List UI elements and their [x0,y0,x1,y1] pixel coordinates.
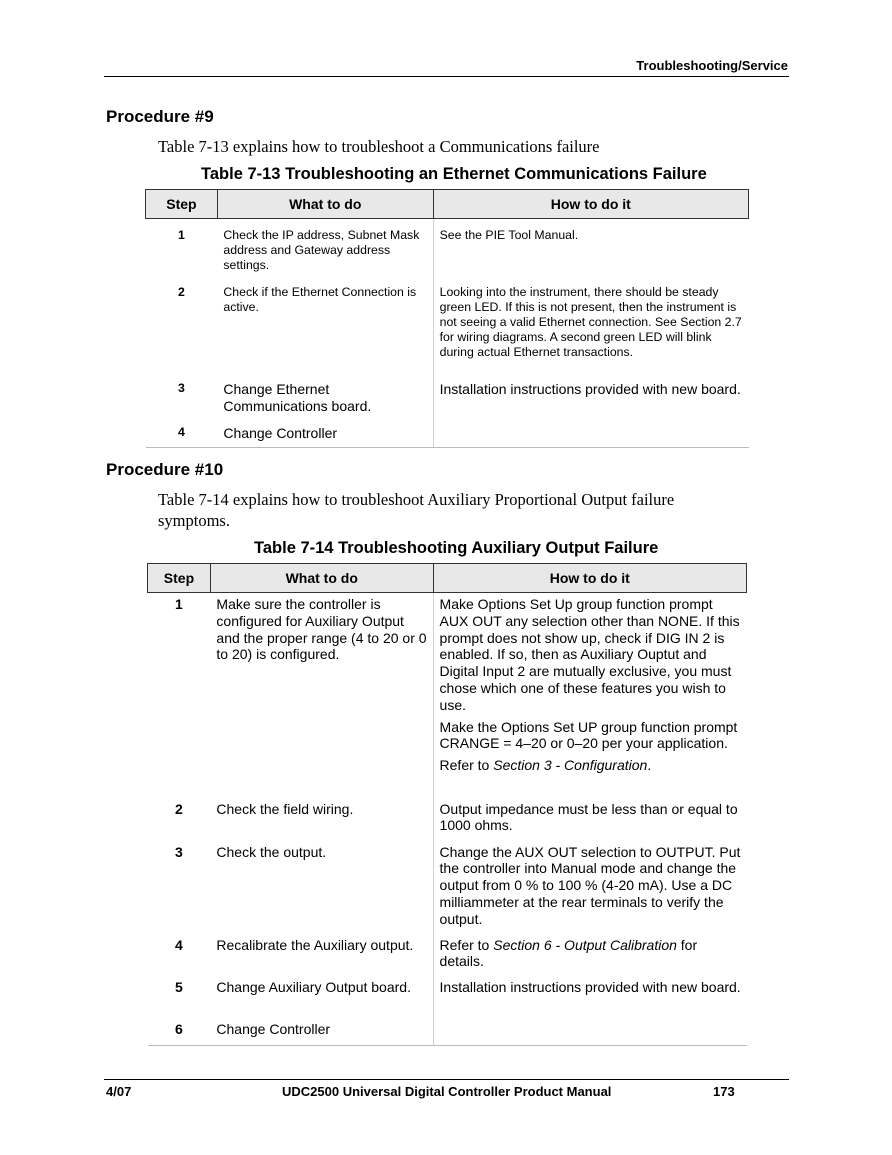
how-to-do-it: Change the AUX OUT selection to OUTPUT. Put the controller into Manual mode and change the output from 0 % to 100 % (4-20 mA). Use a DC milliammeter at the rear terminals to verify the output. [433,841,746,934]
step-number: 6 [148,1018,211,1046]
how-to-do-it [433,422,748,448]
column-header-what: What to do [210,564,433,593]
refer-suffix: . [647,757,652,774]
what-to-do: Change Auxiliary Output board. [216,978,411,995]
what-to-do: Change Controller [210,1018,433,1046]
how-to-do-it: See the PIE Tool Manual. [433,219,748,276]
column-header-step: Step [146,190,218,219]
step-number: 3 [175,843,183,860]
step-number: 4 [175,936,183,953]
page-number: 173 [713,1084,735,1099]
section-reference: Section 6 - Output Calibration [493,936,677,953]
how-to-do-it: Output impedance must be less than or equal to 1000 ohms. [433,798,746,841]
refer-suffix: for details. [439,936,698,970]
table-header-row [148,564,747,593]
procedure-10-intro: Table 7-14 explains how to troubleshoot Auxiliary Proportional Output failure symptoms. [158,490,675,530]
table-row [148,593,747,798]
column-header-step: Step [148,564,211,593]
table-row [148,1018,747,1046]
table-row [146,219,749,276]
table-7-13-caption: Table 7-13 Troubleshooting an Ethernet Communications Failure [201,165,707,183]
table-header-row [146,190,749,219]
column-header-what: What to do [217,190,433,219]
how-to-do-it: Looking into the instrument, there should be steady green LED. If this is not present, then the instrument is not seeing a valid Ethernet connection. See Section 2.7 for wiring diagrams. A second green LED will blink during actual Ethernet transactions. [433,276,748,378]
table-7-13 [145,189,749,448]
footer-title: UDC2500 Universal Digital Controller Product Manual [282,1084,612,1099]
what-to-do: Check if the Ethernet Connection is active. [223,284,417,314]
what-to-do: Check the field wiring. [216,800,354,817]
how-to-do-it: Installation instructions provided with new board. [433,378,748,422]
what-to-do: Check the IP address, Subnet Mask address and Gateway address settings. [223,228,420,272]
table-row [146,378,749,422]
step-number: 1 [175,596,183,612]
step-number: 1 [178,228,185,242]
table-7-14-caption: Table 7-14 Troubleshooting Auxiliary Output Failure [254,539,659,557]
how-to-do-it [433,1018,746,1046]
table-row [148,798,747,841]
table-row [148,841,747,934]
how-paragraph: Make the Options Set UP group function prompt CRANGE = 4–20 or 0–20 per your application. [439,718,738,752]
what-to-do: Check the output. [216,843,327,860]
table-row [148,976,747,1018]
header-rule [104,76,789,77]
step-number: 5 [175,978,183,995]
how-to-do-it [433,593,746,798]
what-to-do: Change Ethernet Communications board. [223,380,372,414]
how-paragraph [440,757,742,774]
procedure-10-title: Procedure #10 [106,460,224,479]
refer-prefix: Refer to [439,757,494,774]
what-to-do: Make sure the controller is configured for Auxiliary Output and the proper range (4 to 20 or 0 to 20) is configured. [216,596,427,663]
table-row [146,422,749,448]
column-header-how: How to do it [433,564,746,593]
refer-prefix: Refer to [439,936,494,953]
footer-date: 4/07 [106,1084,132,1099]
step-number: 2 [178,284,185,299]
section-reference: Section 3 - Configuration [493,757,648,774]
table-row [146,276,749,378]
what-to-do: Change Controller [217,422,433,448]
how-paragraph: Make Options Set Up group function prompt AUX OUT any selection other than NONE. If this prompt does not show up, check if DIG IN 2 is enabled. If so, then as Auxiliary Ouptut and Digital Input 2 are mutually exclusive, you must chose which one of these features you wish to use. [439,596,740,713]
step-number: 3 [178,380,185,395]
column-header-how: How to do it [433,190,748,219]
step-number: 2 [175,800,183,817]
footer-rule [104,1079,789,1080]
procedure-9-title: Procedure #9 [106,107,214,126]
running-header: Troubleshooting/Service [636,58,788,73]
table-7-14 [147,563,747,1046]
procedure-9-intro: Table 7-13 explains how to troubleshoot a Communications failure [158,137,600,156]
table-row [148,934,747,976]
how-to-do-it [433,934,746,976]
how-to-do-it: Installation instructions provided with new board. [433,976,746,1018]
step-number: 4 [146,422,218,448]
what-to-do: Recalibrate the Auxiliary output. [216,936,414,953]
